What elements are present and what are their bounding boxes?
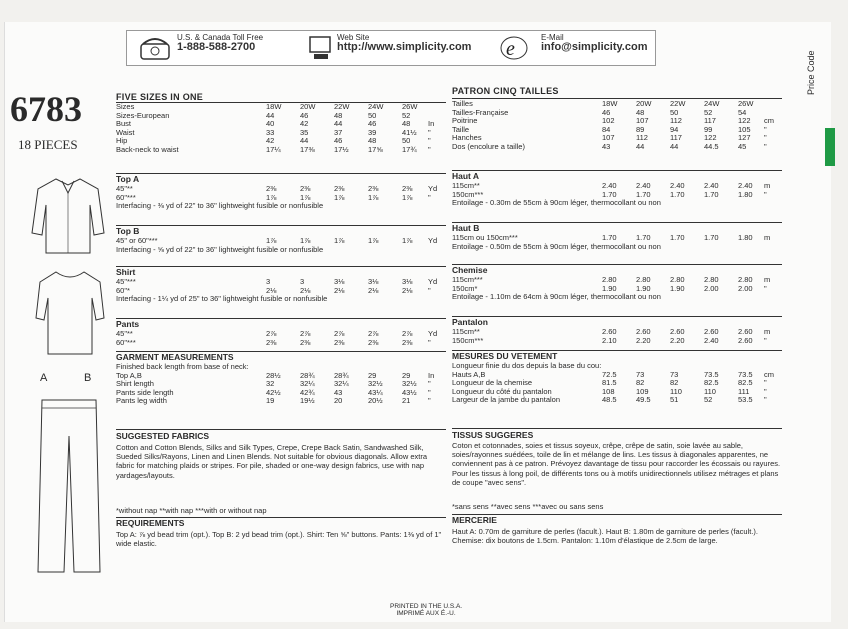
garment-measurements-unit: " <box>428 387 431 397</box>
garment-measurements-subtitle: Finished back length from base of neck: <box>116 362 249 371</box>
top-a-yardage-cell: 2⅜ <box>300 184 311 193</box>
shirt-yardage-cell: 2⅛ <box>334 285 345 295</box>
tailles-chart-row-label: Tailles <box>452 99 473 108</box>
top-b-yardage-cell: 1⅞ <box>402 236 413 245</box>
size-chart-cell: 42 <box>300 119 309 129</box>
garment-measurements-cell: 43½ <box>402 387 417 397</box>
top-a-yardage-interfacing-note: Interfacing - ⅜ yd of 22" to 36" lightweight fusible or nonfusible <box>116 201 324 211</box>
phone-number: 1-888-588-2700 <box>177 41 256 53</box>
size-chart-cell: 18W <box>266 102 282 111</box>
size-chart-cell: 33 <box>266 127 275 137</box>
english-title: FIVE SIZES IN ONE <box>116 92 204 102</box>
shirt-yardage-cell: 3⅛ <box>334 277 345 286</box>
garment-measurements-cell: 21 <box>402 396 411 406</box>
shirt-yardage-cell: 3⅛ <box>402 277 413 286</box>
pantalon-metrage-cell: 2.60 <box>636 327 651 336</box>
tailles-chart-cell: 94 <box>670 124 679 134</box>
tailles-chart-row-label: Dos (encolure a taille) <box>452 142 525 151</box>
english-column <box>116 92 446 549</box>
suggested-fabrics-title: SUGGESTED FABRICS <box>116 431 210 441</box>
size-chart-cell: 41½ <box>402 127 417 137</box>
pantalon-metrage-cell: 2.20 <box>636 335 651 345</box>
top-b-yardage-cell: 1⅞ <box>300 236 311 245</box>
tailles-chart-cell: 48 <box>636 107 645 117</box>
garment-measurements-cell: 28¾ <box>300 370 315 380</box>
garment-measurements-cell: 42½ <box>266 387 281 397</box>
tailles-chart-cell: 22W <box>670 99 686 108</box>
mesures-vetement-row-label: Longueur de la chemise <box>452 378 533 388</box>
chemise-metrage-cell: 1.90 <box>636 283 651 293</box>
size-chart-cell: 42 <box>266 136 275 146</box>
mesures-vetement-cell: 82 <box>670 378 679 388</box>
haut-b-metrage-cell: 1.70 <box>704 233 719 242</box>
tailles-chart-cell: 24W <box>704 99 720 108</box>
tailles-chart-row-label: Poitrine <box>452 116 478 126</box>
tailles-chart-cell: 18W <box>602 99 618 108</box>
garment-measurements-cell: 29 <box>402 370 411 380</box>
haut-a-metrage-unit: m <box>764 181 771 190</box>
chemise-metrage-unit: m <box>764 275 771 284</box>
garment-measurements-row-label: Pants side length <box>116 387 174 397</box>
chemise-metrage-row-label: 115cm*** <box>452 275 483 284</box>
haut-a-metrage-cell: 1.70 <box>636 189 651 199</box>
tailles-chart-cell: 26W <box>738 99 754 108</box>
haut-b-metrage-cell: 1.70 <box>670 233 685 242</box>
tailles-chart-cell: 107 <box>602 133 615 143</box>
garment-measurements-unit: " <box>428 379 431 389</box>
pants-yardage-cell: 2⅜ <box>402 337 413 347</box>
garment-measurements-cell: 20 <box>334 396 343 406</box>
mesures-vetement-cell: 73 <box>670 369 679 379</box>
garment-measurements-title: GARMENT MEASUREMENTS <box>116 352 234 362</box>
haut-b-metrage-unit: m <box>764 233 771 242</box>
pants-yardage-cell: 2⅜ <box>300 337 311 347</box>
mesures-vetement-cell: 51 <box>670 395 679 405</box>
mesures-vetement-cell: 73.5 <box>704 369 719 379</box>
phone-caption: U.S. & Canada Toll Free <box>177 33 264 42</box>
size-chart-cell: 52 <box>402 110 411 120</box>
pantalon-metrage-cell: 2.10 <box>602 335 617 345</box>
tailles-chart-cell: 52 <box>704 107 713 117</box>
pants-yardage-cell: 2⅞ <box>334 329 345 338</box>
pantalon-metrage-title: Pantalon <box>452 317 488 327</box>
garment-measurements-unit: In <box>428 370 435 380</box>
haut-a-metrage-row-label: 150cm*** <box>452 189 484 199</box>
garment-measurements-row-label: Shirt length <box>116 379 154 389</box>
mesures-vetement-cell: 73.5 <box>738 369 753 379</box>
size-chart-unit: " <box>428 127 431 137</box>
pants-flat-sketch <box>34 396 104 576</box>
garment-measurements-cell: 29 <box>368 370 377 380</box>
pieces-count: 18 PIECES <box>18 137 78 152</box>
mesures-vetement-cell: 108 <box>602 386 615 396</box>
haut-b-metrage-cell: 1.70 <box>636 233 651 242</box>
tailles-chart-unit: " <box>764 142 767 151</box>
shirt-yardage-row-label: 60"* <box>116 285 130 295</box>
haut-b-metrage-cell: 1.80 <box>738 233 753 242</box>
garment-measurements-cell: 19 <box>266 396 275 406</box>
size-chart-row-label: Waist <box>116 127 135 137</box>
size-chart-cell: 48 <box>334 110 343 120</box>
haut-b-metrage-interfacing-note: Entoilage - 0.50m de 55cm à 90cm léger, thermocollant ou non <box>452 241 661 251</box>
garment-measurements-cell: 32¼ <box>334 379 349 389</box>
garment-measurements-cell: 43 <box>334 387 343 397</box>
view-label-a: A <box>40 372 48 384</box>
mesures-vetement-cell: 82.5 <box>738 378 753 388</box>
shirt-yardage-cell: 3⅛ <box>368 277 379 286</box>
size-chart-cell: 50 <box>402 136 411 146</box>
tailles-chart-cell: 46 <box>602 107 611 117</box>
print-origin <box>390 603 462 617</box>
size-chart-cell: 48 <box>402 119 411 129</box>
mesures-vetement-cell: 81.5 <box>602 378 617 388</box>
size-chart-cell: 35 <box>300 127 309 137</box>
haut-b-metrage-title: Haut B <box>452 223 480 233</box>
website-caption: Web Site <box>337 33 370 42</box>
nap-legend: *without nap **with nap ***with or without nap <box>116 506 267 515</box>
size-chart-cell: 24W <box>368 102 384 111</box>
haut-a-metrage-cell: 1.70 <box>704 189 719 199</box>
size-chart-cell: 48 <box>368 136 377 146</box>
mesures-vetement-cell: 48.5 <box>602 395 617 405</box>
size-chart-cell: 17⅝ <box>368 145 383 154</box>
size-chart-cell: 46 <box>334 136 343 146</box>
garment-measurements-cell: 42¾ <box>300 387 315 397</box>
size-chart-cell: 17½ <box>334 145 349 154</box>
mesures-vetement-cell: 73 <box>636 369 645 379</box>
garment-measurements-cell: 20½ <box>368 396 383 406</box>
tailles-chart-row-label: Tailles-Française <box>452 107 509 117</box>
mesures-vetement-subtitle: Longueur finie du dos depuis la base du cou: <box>452 361 602 370</box>
mesures-vetement-unit: " <box>764 378 767 388</box>
chemise-metrage-cell: 2.80 <box>704 275 719 284</box>
price-code-bar <box>825 128 835 166</box>
chemise-metrage-interfacing-note: Entoilage - 1.10m de 64cm à 90cm léger, thermocollant ou non <box>452 292 661 302</box>
top-a-yardage-cell: 2⅜ <box>368 184 379 193</box>
view-label-b: B <box>84 372 92 384</box>
sens-legend: *sans sens **avec sens ***avec ou sans sens <box>452 502 604 511</box>
top-a-yardage-title: Top A <box>116 174 140 184</box>
chemise-metrage-cell: 2.00 <box>704 283 719 293</box>
garment-measurements-cell: 32½ <box>368 379 383 389</box>
french-column <box>452 86 782 546</box>
pants-yardage-unit: Yd <box>428 329 438 338</box>
mesures-vetement-cell: 53.5 <box>738 395 753 405</box>
tailles-chart-cell: 112 <box>636 133 648 143</box>
garment-measurements-unit: " <box>428 396 431 406</box>
garment-measurements-cell: 43¼ <box>368 387 383 397</box>
tailles-chart-row-label: Hanches <box>452 133 482 143</box>
mesures-vetement-cell: 52 <box>704 395 713 405</box>
size-chart-cell: 20W <box>300 102 316 111</box>
tailles-chart-cell: 117 <box>670 133 682 143</box>
top-a-yardage-unit: Yd <box>428 184 438 193</box>
haut-b-metrage-cell: 1.70 <box>602 233 617 242</box>
size-chart-unit: " <box>428 136 431 146</box>
top-a-yardage-cell: 1⅞ <box>300 192 311 202</box>
garment-measurements-cell: 32½ <box>402 379 417 389</box>
tailles-chart-cell: 127 <box>738 133 751 143</box>
tailles-chart-cell: 122 <box>738 116 751 126</box>
size-chart-cell: 44 <box>266 110 275 120</box>
mesures-vetement-cell: 110 <box>704 386 716 396</box>
size-chart-cell: 17⅜ <box>300 145 315 154</box>
pants-yardage-cell: 2⅞ <box>368 329 379 338</box>
tailles-chart-cell: 112 <box>670 116 682 126</box>
size-chart-row-label: Sizes-European <box>116 110 170 120</box>
size-chart-cell: 50 <box>368 110 377 120</box>
haut-a-metrage-cell: 2.40 <box>738 181 753 190</box>
top-a-yardage-row-label: 45"** <box>116 184 133 193</box>
imprime-aux-eu: IMPRIMÉ AUX É.-U. <box>396 610 456 617</box>
shirt-yardage-unit: Yd <box>428 277 438 286</box>
tissus-title: TISSUS SUGGERES <box>452 430 534 440</box>
top-a-yardage-cell: 1⅞ <box>402 192 413 202</box>
garment-measurements-cell: 28¾ <box>334 370 349 380</box>
pantalon-metrage-unit: " <box>764 335 767 345</box>
pantalon-metrage-row-label: 150cm*** <box>452 335 484 345</box>
top-a-yardage-cell: 2⅜ <box>402 184 413 193</box>
pantalon-metrage-cell: 2.20 <box>670 335 685 345</box>
pants-yardage-cell: 2⅞ <box>266 329 277 338</box>
size-chart-cell: 46 <box>368 119 377 129</box>
pants-yardage-row-label: 45"** <box>116 329 133 338</box>
size-chart-cell: 44 <box>300 136 309 146</box>
top-b-yardage-unit: Yd <box>428 236 438 245</box>
size-chart-cell: 46 <box>300 110 309 120</box>
mesures-vetement-unit: " <box>764 386 767 396</box>
top-b-yardage-row-label: 45" or 60"*** <box>116 236 158 245</box>
tailles-chart-cell: 107 <box>636 116 649 126</box>
tailles-chart-cell: 99 <box>704 124 713 134</box>
email-caption: E-Mail <box>541 33 564 42</box>
shirt-yardage-row-label: 45"*** <box>116 277 136 286</box>
chemise-metrage-cell: 2.80 <box>670 275 685 284</box>
size-chart-unit: In <box>428 119 435 129</box>
top-a-yardage-unit: " <box>428 192 431 202</box>
phone-icon <box>137 34 173 62</box>
haut-a-metrage-unit: " <box>764 189 767 199</box>
tailles-chart-cell: 43 <box>602 142 611 151</box>
top-a-yardage-cell: 1⅞ <box>368 192 379 202</box>
tailles-chart-unit: cm <box>764 116 774 126</box>
requirements-text: Top A: ⅞ yd bead trim (opt.). Top B: 2 yd bead trim (opt.). Shirt: Ten ⅝" buttons. Pants: 1⅜ yd of 1" wide elastic. <box>116 530 442 549</box>
garment-measurements-cell: 32¼ <box>300 379 315 389</box>
tailles-chart-cell: 44 <box>670 142 679 151</box>
tailles-chart-cell: 89 <box>636 124 645 134</box>
top-a-yardage-cell: 2⅜ <box>334 184 345 193</box>
size-chart-cell: 26W <box>402 102 418 111</box>
garment-measurements-row-label: Pants leg width <box>116 396 167 406</box>
tailles-chart-cell: 45 <box>738 142 747 151</box>
pantalon-metrage-cell: 2.60 <box>602 327 617 336</box>
pants-yardage-row-label: 60"*** <box>116 337 136 347</box>
chemise-metrage-cell: 2.80 <box>602 275 617 284</box>
shirt-yardage-cell: 2⅛ <box>368 285 379 295</box>
email-link[interactable]: info@simplicity.com <box>541 41 648 53</box>
pattern-number: 6783 <box>10 89 82 129</box>
pantalon-metrage-cell: 2.60 <box>738 335 753 345</box>
pants-yardage-cell: 2⅞ <box>402 329 413 338</box>
top-b-yardage-cell: 1⅞ <box>334 236 345 245</box>
svg-text:e: e <box>506 38 515 60</box>
mesures-vetement-unit: cm <box>764 369 774 379</box>
haut-a-metrage-cell: 2.40 <box>602 181 617 190</box>
top-b-yardage-title: Top B <box>116 226 140 236</box>
garment-measurements-cell: 28½ <box>266 370 281 380</box>
top-a-yardage-cell: 2⅜ <box>266 184 277 193</box>
mercerie-text: Haut A: 0.70m de garniture de perles (facult.). Haut B: 1.80m de garniture de perles (facult.). Chemise: dix boutons de 1.5cm. Pantalon: 1.10m d'élastique de 2.5cm de large. <box>452 527 758 546</box>
mesures-vetement-cell: 49.5 <box>636 395 651 405</box>
top-b-yardage-cell: 1⅞ <box>266 236 277 245</box>
pantalon-metrage-cell: 2.60 <box>738 327 753 336</box>
top-a-yardage-row-label: 60"*** <box>116 192 136 202</box>
mesures-vetement-cell: 109 <box>636 386 649 396</box>
pants-yardage-unit: " <box>428 337 431 347</box>
tailles-chart-cell: 84 <box>602 124 611 134</box>
pants-yardage-cell: 2⅞ <box>300 329 311 338</box>
shirt-yardage-interfacing-note: Interfacing - 1¼ yd of 25" to 36" lightweight fusible or nonfusible <box>116 294 328 304</box>
tailles-chart-cell: 122 <box>704 133 717 143</box>
pantalon-metrage-cell: 2.60 <box>704 327 719 336</box>
mesures-vetement-cell: 110 <box>670 386 682 396</box>
printed-in-usa: PRINTED IN THE U.S.A. <box>390 603 463 610</box>
chemise-metrage-row-label: 150cm* <box>452 283 478 293</box>
mesures-vetement-cell: 111 <box>738 386 750 396</box>
shirt-yardage-cell: 3 <box>300 277 305 286</box>
tailles-chart-row-label: Taille <box>452 124 470 134</box>
haut-a-metrage-interfacing-note: Entoilage - 0.30m de 55cm à 90cm léger, thermocollant ou non <box>452 198 661 208</box>
mesures-vetement-cell: 72.5 <box>602 369 617 379</box>
pantalon-metrage-cell: 2.60 <box>670 327 685 336</box>
garment-measurements-row-label: Top A,B <box>116 370 142 380</box>
size-chart-row-label: Sizes <box>116 102 135 111</box>
chemise-metrage-cell: 2.80 <box>738 275 753 284</box>
pants-yardage-cell: 2⅜ <box>266 337 277 347</box>
mesures-vetement-title: MESURES DU VETEMENT <box>452 351 558 361</box>
top-a-yardage-cell: 1⅞ <box>334 192 345 202</box>
chemise-metrage-cell: 2.00 <box>738 283 753 293</box>
tailles-chart-unit: " <box>764 124 767 134</box>
email-icon <box>499 33 529 63</box>
tailles-chart-unit: " <box>764 133 767 143</box>
top-b-yardage-interfacing-note: Interfacing - ⅝ yd of 22" to 36" lightweight fusible or nonfusible <box>116 244 324 254</box>
tailles-chart-cell: 102 <box>602 116 615 126</box>
haut-a-metrage-cell: 1.80 <box>738 189 753 199</box>
website-link[interactable]: http://www.simplicity.com <box>337 41 472 53</box>
haut-a-metrage-cell: 2.40 <box>636 181 651 190</box>
top-a-flat-sketch <box>28 175 108 257</box>
mesures-vetement-row-label: Longueur du côté du pantalon <box>452 386 552 396</box>
size-chart-cell: 39 <box>368 127 377 137</box>
mesures-vetement-unit: " <box>764 395 767 405</box>
tailles-chart-cell: 50 <box>670 107 679 117</box>
size-chart-cell: 17¾ <box>402 145 417 154</box>
haut-a-metrage-row-label: 115cm** <box>452 181 480 190</box>
size-chart-cell: 37 <box>334 127 343 137</box>
size-chart-cell: 40 <box>266 119 275 129</box>
haut-a-metrage-cell: 2.40 <box>670 181 685 190</box>
size-chart-row-label: Back-neck to waist <box>116 145 179 154</box>
shirt-yardage-cell: 2⅛ <box>402 285 413 295</box>
pantalon-metrage-unit: m <box>764 327 771 336</box>
size-chart-row-label: Bust <box>116 119 132 129</box>
haut-a-metrage-cell: 1.70 <box>602 189 617 199</box>
top-b-yardage-cell: 1⅞ <box>368 236 379 245</box>
shirt-yardage-cell: 2⅛ <box>300 285 311 295</box>
haut-a-metrage-cell: 1.70 <box>670 189 685 199</box>
tailles-chart-cell: 54 <box>738 107 747 117</box>
pants-yardage-cell: 2⅜ <box>368 337 379 347</box>
haut-b-metrage-row-label: 115cm ou 150cm*** <box>452 233 518 242</box>
mesures-vetement-cell: 82.5 <box>704 378 719 388</box>
top-b-flat-sketch <box>30 268 110 358</box>
garment-measurements-cell: 32 <box>266 379 275 389</box>
shirt-yardage-unit: " <box>428 285 431 295</box>
haut-a-metrage-title: Haut A <box>452 171 480 181</box>
top-a-yardage-cell: 1⅞ <box>266 192 277 202</box>
suggested-fabrics-text: Cotton and Cotton Blends, Silks and Silk Types, Crepe, Crepe Back Satin, Sandwashed Silk, Sueded Silks/Rayons, Linen and Linen Blends. Not suitable for obvious diagonals. Allow extra fabric for matching plaids or stripes. For pile, shaded or one-way design fabrics, use with nap yardages/layouts. <box>116 443 428 480</box>
haut-a-metrage-cell: 2.40 <box>704 181 719 190</box>
requirements-title: REQUIREMENTS <box>116 518 185 528</box>
tailles-chart-cell: 20W <box>636 99 652 108</box>
garment-measurements-cell: 19½ <box>300 396 315 406</box>
chemise-metrage-cell: 1.90 <box>602 283 617 293</box>
pantalon-metrage-row-label: 115cm** <box>452 327 480 336</box>
contact-bar <box>126 30 656 66</box>
size-chart-unit: " <box>428 145 431 154</box>
tailles-chart-cell: 105 <box>738 124 751 134</box>
chemise-metrage-title: Chemise <box>452 265 488 275</box>
mercerie-title: MERCERIE <box>452 515 497 525</box>
pantalon-metrage-cell: 2.40 <box>704 335 719 345</box>
mesures-vetement-row-label: Hauts A,B <box>452 369 486 379</box>
shirt-yardage-title: Shirt <box>116 267 136 277</box>
tissus-text: Coton et cotonnades, soies et tissus soyeux, crêpe, crêpe de satin, soie lavée au sable, soies/rayonnes suédées, toile de lin et mélange de lins. Les tissus à diagonales apparentes, ne conviennent pas à ce patron. Prévoyez davantage de tissu pour raccorder les écossais ou rayures. Pour les tissus à long poil, de différents tons ou à motifs unidirectionnels utilisez métrages et plans de coupe "avec sens". <box>452 441 781 487</box>
tailles-chart-cell: 44.5 <box>704 142 719 151</box>
french-title: PATRON CINQ TAILLES <box>452 86 559 96</box>
pants-yardage-title: Pants <box>116 319 140 329</box>
pants-yardage-cell: 2⅜ <box>334 337 345 347</box>
size-chart-cell: 22W <box>334 102 350 111</box>
tailles-chart-cell: 44 <box>636 142 645 151</box>
size-chart-cell: 17¼ <box>266 145 281 154</box>
chemise-metrage-cell: 1.90 <box>670 283 685 293</box>
size-chart-cell: 44 <box>334 119 343 129</box>
tailles-chart-cell: 117 <box>704 116 716 126</box>
computer-icon <box>307 34 335 62</box>
mesures-vetement-row-label: Largeur de la jambe du pantalon <box>452 395 560 405</box>
shirt-yardage-cell: 3 <box>266 277 271 286</box>
chemise-metrage-unit: " <box>764 283 767 293</box>
chemise-metrage-cell: 2.80 <box>636 275 651 284</box>
mesures-vetement-cell: 82 <box>636 378 645 388</box>
size-chart-row-label: Hip <box>116 136 128 146</box>
price-code-label: Price Code <box>806 50 816 95</box>
shirt-yardage-cell: 2⅛ <box>266 285 277 295</box>
